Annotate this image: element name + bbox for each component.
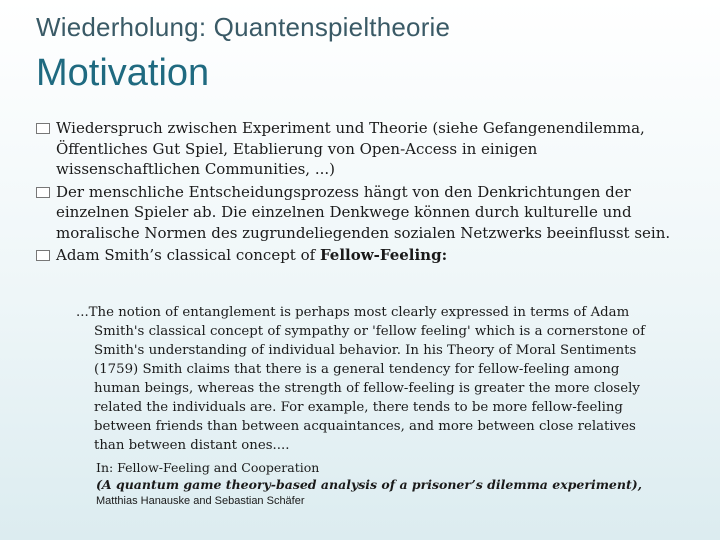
bullet-prefix: Adam Smith’s classical concept of bbox=[56, 246, 320, 264]
source-in: In: Fellow-Feeling and Cooperation bbox=[96, 460, 320, 475]
square-bullet-icon bbox=[36, 123, 50, 134]
square-bullet-icon bbox=[36, 250, 50, 261]
source-authors: Matthias Hanauske and Sebastian Schäfer bbox=[96, 495, 305, 507]
bullet-item bbox=[36, 245, 686, 266]
square-bullet-icon bbox=[36, 187, 50, 198]
slide-title: Motivation bbox=[36, 52, 210, 94]
bullet-item bbox=[36, 182, 686, 244]
fellow-feeling-term: Fellow-Feeling: bbox=[319, 246, 448, 264]
bullet-text: Wiederspruch zwischen Experiment und Theorie (siehe Gefangenendilemma, Öffentliches Gut Spiel, Etablierung von Open-Access in einigen wissenschaftlichen Communities, ...) bbox=[56, 119, 645, 178]
bullet-text: Der menschliche Entscheidungsprozess hängt von den Denkrichtungen der einzelnen Spieler ab. Die einzelnen Denkwege können durch kulturelle und moralische Normen des zugrundeliegenden sozialen Netzwerks beeinflusst sein. bbox=[56, 182, 671, 242]
source-title: (A quantum game theory-based analysis of a prisoner’s dilemma experiment), bbox=[96, 477, 643, 492]
bullet-text bbox=[56, 245, 686, 266]
slide-subtitle: Wiederholung: Quantenspieltheorie bbox=[36, 12, 451, 42]
smith-quote: ...The notion of entanglement is perhaps most clearly expressed in terms of Adam Smith's classical concept of sympathy or 'fellow feeling' which is a cornerstone of Smith's understanding of individual behavior. In his Theory of Moral Sentiments (1759) Smith claims that there is a general tendency for fellow-feeling among human beings, whereas the strength of fellow-feeling is greater the more closely related the individuals are. For example, there tends to be more fellow-feeling between friends than between acquaintances, and more between close relatives than between distant ones.... bbox=[76, 305, 646, 453]
bullet-list bbox=[36, 118, 686, 268]
source-citation bbox=[96, 459, 656, 510]
bullet-item bbox=[36, 118, 686, 180]
